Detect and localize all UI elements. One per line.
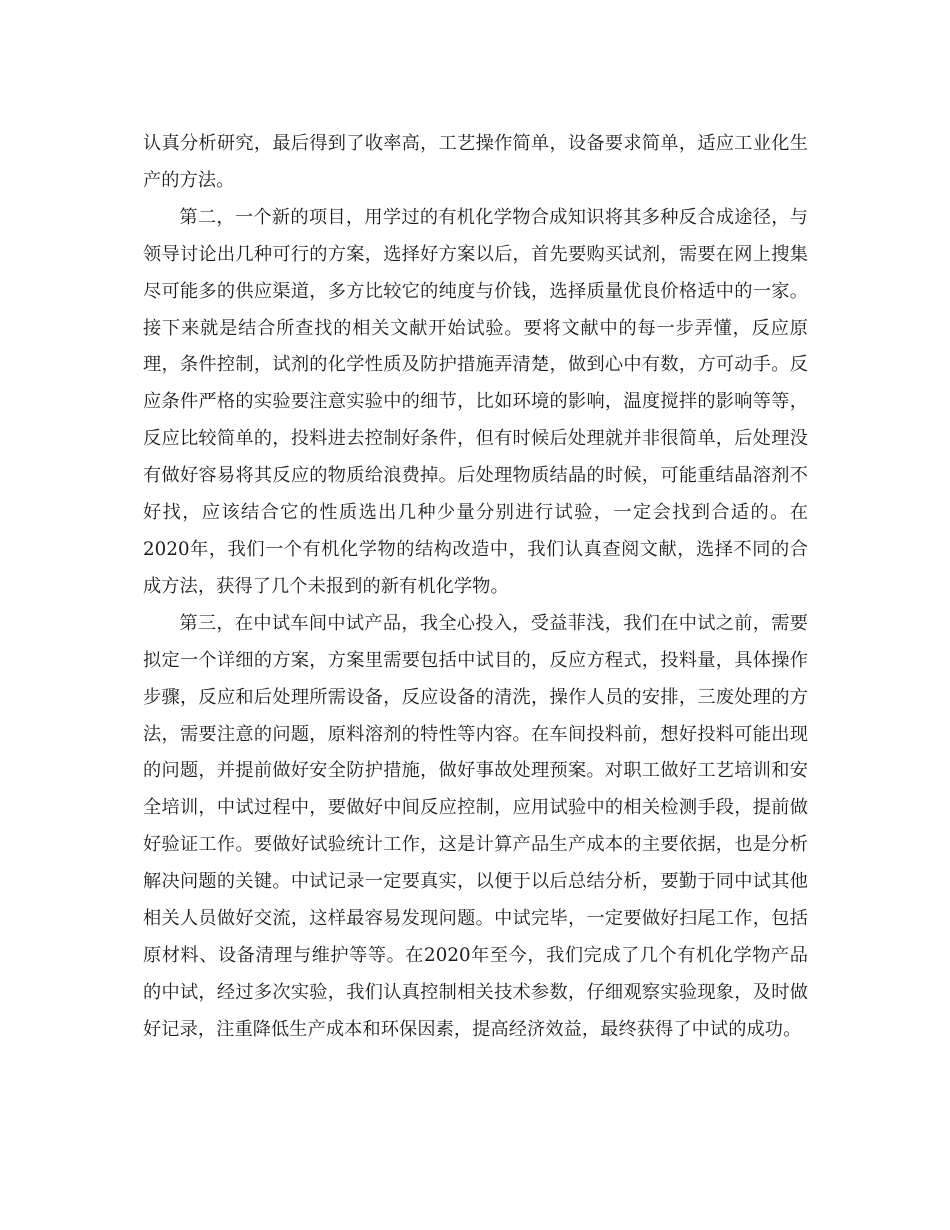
- paragraph-second: 第二，一个新的项目，用学过的有机化学物合成知识将其多种反合成途径，与领导讨论出几种可行的方案，选择好方案以后，首先要购买试剂，需要在网上搜集尽可能多的供应渠道，多方比较它的纯度与价钱，选择质量优良价格适中的一家。接下来就是结合所查找的相关文献开始试验。要将文献中的每一步弄懂，反应原理，条件控制，试剂的化学性质及防护措施弄清楚，做到心中有数，方可动手。反应条件严格的实验要注意实验中的细节，比如环境的影响，温度搅拌的影响等等，反应比较简单的，投料进去控制好条件，但有时候后处理就并非很简单，后处理没有做好容易将其反应的物质给浪费掉。后处理物质结晶的时候，可能重结晶溶剂不好找，应该结合它的性质选出几种少量分别进行试验，一定会找到合适的。在2020年，我们一个有机化学物的结构改造中，我们认真查阅文献，选择不同的合成方法，获得了几个未报到的新有机化学物。: [143, 206, 808, 597]
- document-body: [143, 126, 808, 1049]
- paragraph-third: 第三，在中试车间中试产品，我全心投入，受益菲浅，我们在中试之前，需要拟定一个详细的方案，方案里需要包括中试目的，反应方程式，投料量，具体操作步骤，反应和后处理所需设备，反应设备的清洗，操作人员的安排，三废处理的方法，需要注意的问题，原料溶剂的特性等内容。在车间投料前，想好投料可能出现的问题，并提前做好安全防护措施，做好事故处理预案。对职工做好工艺培训和安全培训，中试过程中，要做好中间反应控制，应用试验中的相关检测手段，提前做好验证工作。要做好试验统计工作，这是计算产品生产成本的主要依据，也是分析解决问题的关键。中试记录一定要真实，以便于以后总结分析，要勤于同中试其他相关人员做好交流，这样最容易发现问题。中试完毕，一定要做好扫尾工作，包括原材料、设备清理与维护等等。在2020年至今，我们完成了几个有机化学物产品的中试，经过多次实验，我们认真控制相关技术参数，仔细观察实验现象，及时做好记录，注重降低生产成本和环保因素，提高经济效益，最终获得了中试的成功。: [143, 612, 808, 1040]
- paragraph-continuation: 认真分析研究，最后得到了收率高，工艺操作简单，设备要求简单，适应工业化生产的方法。: [143, 133, 808, 191]
